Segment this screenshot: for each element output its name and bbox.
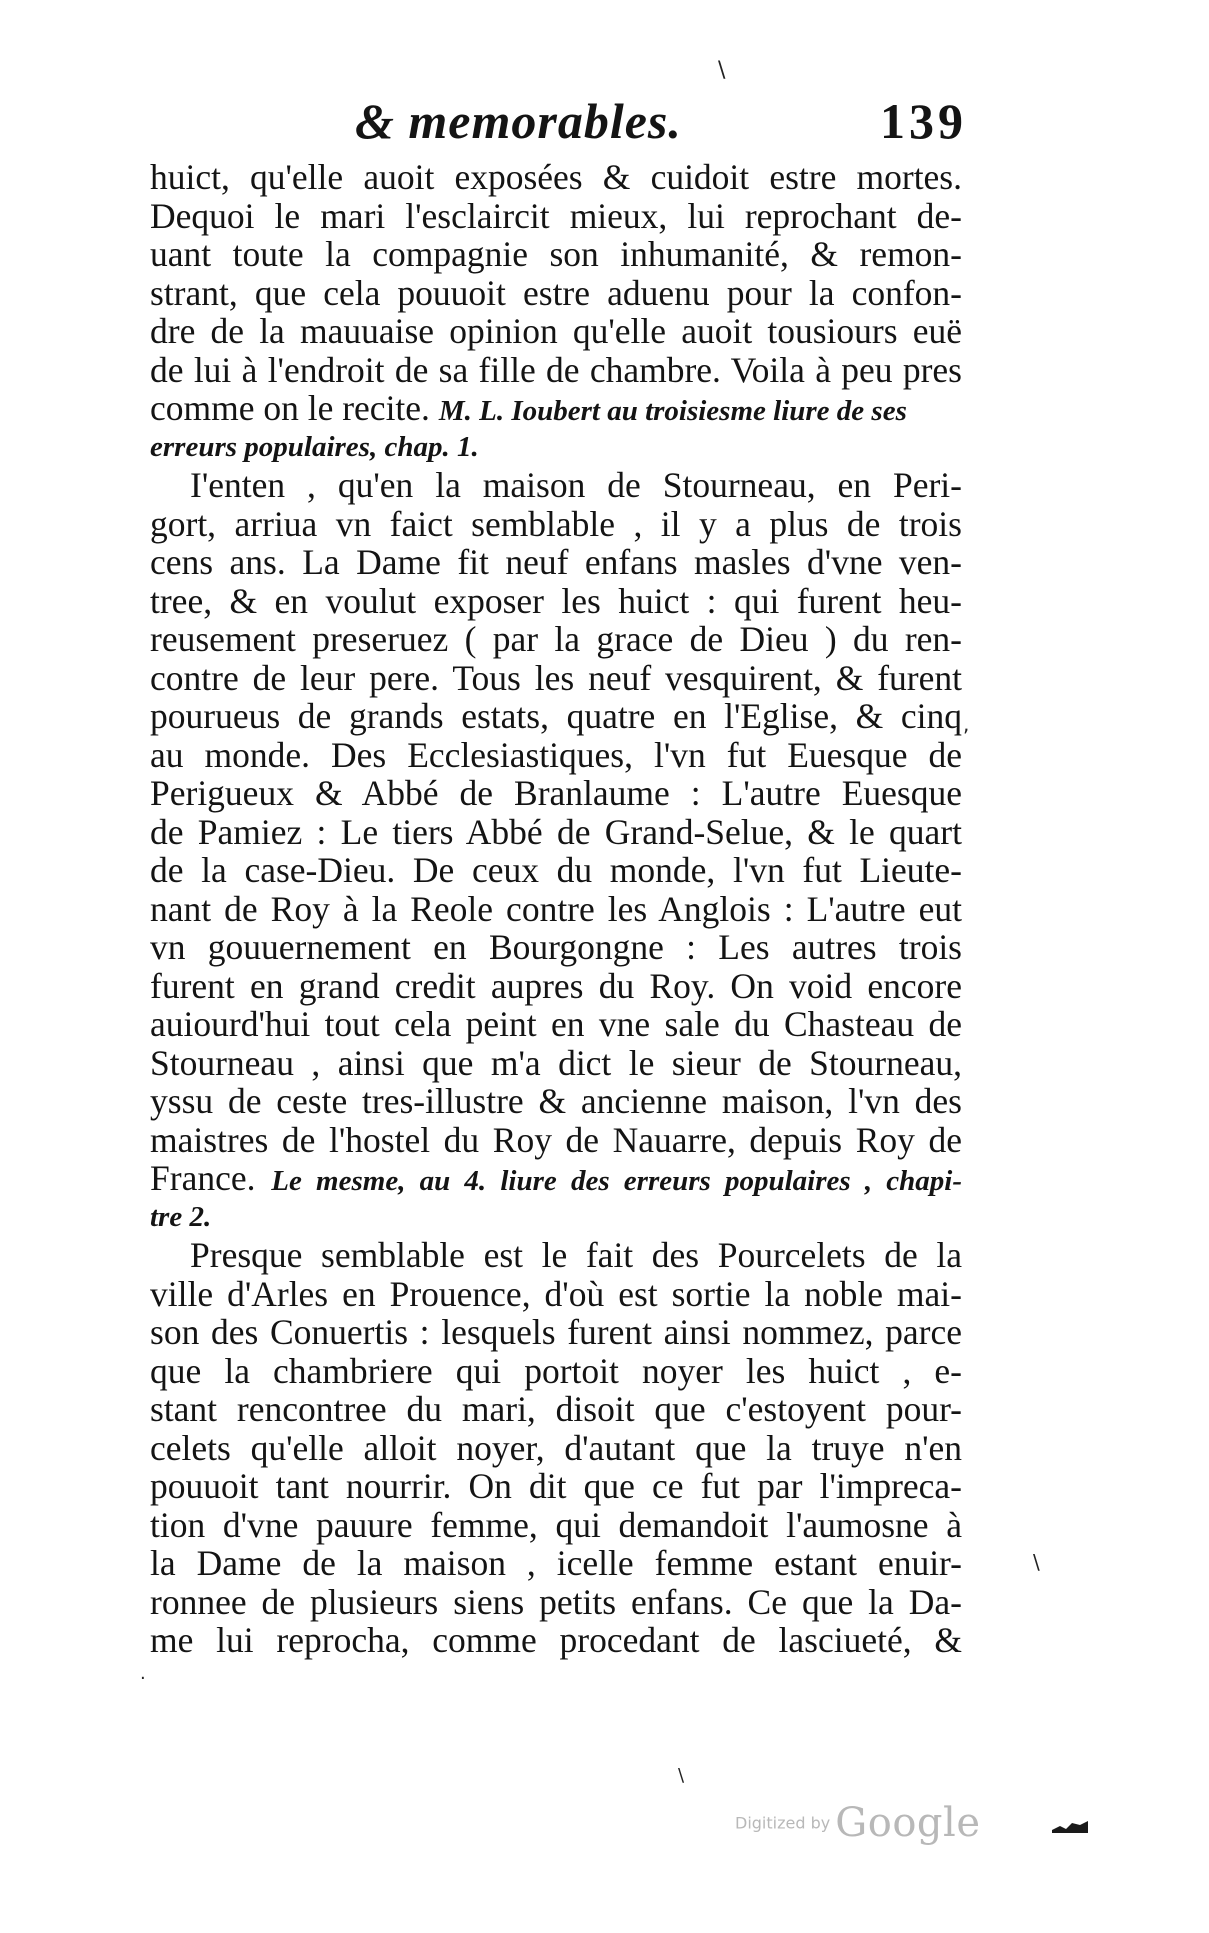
text-line: ronnee de plusieurs siens petits enfans. Ce que la Da- bbox=[150, 1581, 962, 1622]
text-line: que la chambriere qui portoit noyer les huict , e- bbox=[150, 1350, 962, 1391]
text-line: tion d'vne pauure femme, qui demandoit l'aumosne à bbox=[150, 1504, 962, 1545]
text-line: pouuoit tant nourrir. On dit que ce fut par l'impreca- bbox=[150, 1466, 962, 1506]
ink-speck: \ bbox=[1033, 1550, 1040, 1574]
ink-speck: \ bbox=[718, 58, 726, 83]
text-line: gort, arriua vn faict semblable , il y a plus de trois bbox=[150, 503, 962, 544]
text-line: ville d'Arles en Prouence, d'où est sortie la noble mai- bbox=[150, 1273, 962, 1314]
citation-line: erreurs populaires, chap. 1. bbox=[150, 430, 479, 463]
text-line: vn gouuernement en Bourgongne : Les autres trois bbox=[150, 927, 962, 967]
text-line: pourueus de grands estats, quatre en l'Eglise, & cinq bbox=[150, 696, 962, 736]
text-line: strant, que cela pouuoit estre aduenu pour la confon- bbox=[150, 272, 962, 313]
text-line-with-citation bbox=[150, 389, 962, 428]
text-line: uant toute la compagnie son inhumanité, & remon- bbox=[150, 234, 962, 274]
google-digitized-watermark bbox=[735, 1800, 980, 1846]
text-line: cens ans. La Dame fit neuf enfans masles d'vne ven- bbox=[150, 542, 962, 582]
text-line: tree, & en voulut exposer les huict : qui furent heu- bbox=[150, 580, 962, 621]
text-line: me lui reprocha, comme procedant de lasciueté, & bbox=[150, 1620, 962, 1660]
citation-line: tre 2. bbox=[150, 1200, 212, 1233]
page-number: 139 bbox=[880, 93, 967, 149]
text-line: huict, qu'elle auoit exposées & cuidoit estre mortes. bbox=[150, 157, 962, 197]
text-line: reusement preseruez ( par la grace de Dieu ) du ren- bbox=[150, 619, 962, 659]
paragraph-start: Presque semblable est le fait des Pourcelets de la bbox=[190, 1235, 962, 1275]
ink-speck: \ bbox=[678, 1765, 685, 1786]
text-line: de lui à l'endroit de sa fille de chambre. Voila à peu pres bbox=[150, 349, 962, 390]
text-line: celets qu'elle alloit noyer, d'autant que la truye n'en bbox=[150, 1427, 962, 1468]
text-line: de la case-Dieu. De ceux du monde, l'vn fut Lieute- bbox=[150, 850, 962, 890]
ink-speck: · bbox=[140, 1668, 146, 1689]
text-line: dre de la mauuaise opinion qu'elle auoit tousiours euë bbox=[150, 311, 962, 351]
text-line: auiourd'hui tout cela peint en vne sale du Chasteau de bbox=[150, 1004, 962, 1044]
text-line: la Dame de la maison , icelle femme estant enuir- bbox=[150, 1543, 962, 1583]
digitized-by-label: Digitized by bbox=[735, 1813, 831, 1833]
text-line: Stourneau , ainsi que m'a dict le sieur de Stourneau, bbox=[150, 1042, 962, 1083]
marginal-citation: M. L. Ioubert au troisiesme liure de ses bbox=[438, 395, 907, 427]
text-line: contre de leur pere. Tous les neuf vesquirent, & furent bbox=[150, 657, 962, 698]
running-head: & memorables. bbox=[355, 93, 682, 149]
text-line: son des Conuertis : lesquels furent ainsi nommez, parce bbox=[150, 1312, 962, 1352]
body-text bbox=[150, 158, 962, 1660]
marginal-citation: Le mesme, au 4. liure des erreurs populaires , chapi- bbox=[271, 1165, 962, 1197]
text-line: stant rencontree du mari, disoit que c'estoyent pour- bbox=[150, 1389, 962, 1429]
text-line-with-citation bbox=[150, 1159, 962, 1198]
google-wordmark: Google bbox=[835, 1800, 981, 1846]
text-line: Perigueux & Abbé de Branlaume : L'autre Euesque bbox=[150, 773, 962, 813]
text-line: France. bbox=[150, 1158, 256, 1198]
text-line: comme on le recite. bbox=[150, 388, 430, 428]
ink-speck: , bbox=[963, 712, 970, 736]
text-line: Dequoi le mari l'esclaircit mieux, lui reprochant de- bbox=[150, 195, 962, 236]
text-line: furent en grand credit aupres du Roy. On void encore bbox=[150, 965, 962, 1006]
text-line: yssu de ceste tres-illustre & ancienne maison, l'vn des bbox=[150, 1081, 962, 1121]
paragraph-start: I'enten , qu'en la maison de Stourneau, en Peri- bbox=[190, 465, 962, 505]
text-line: de Pamiez : Le tiers Abbé de Grand-Selue, & le quart bbox=[150, 811, 962, 852]
text-line: nant de Roy à la Reole contre les Anglois : L'autre eut bbox=[150, 888, 962, 929]
text-line: au monde. Des Ecclesiastiques, l'vn fut Euesque de bbox=[150, 734, 962, 775]
ink-blot-icon bbox=[1050, 1820, 1090, 1834]
text-line: maistres de l'hostel du Roy de Nauarre, depuis Roy de bbox=[150, 1119, 962, 1160]
